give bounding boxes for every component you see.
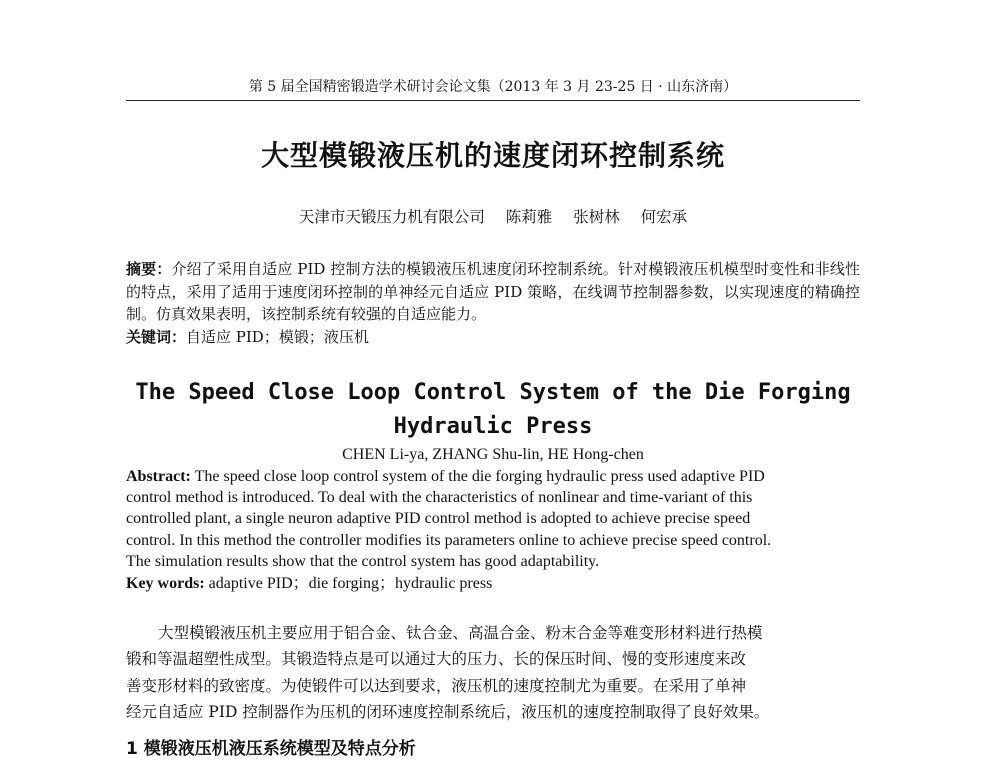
english-keywords-label: Key words: <box>126 575 205 592</box>
english-authors: CHEN Li-ya, ZHANG Shu-lin, HE Hong-chen <box>342 446 644 463</box>
body-line: 善变形材料的致密度。为使锻件可以达到要求，液压机的速度控制尤为重要。在采用了单神 <box>126 676 747 695</box>
chinese-keywords-label: 关键词： <box>126 328 187 346</box>
chinese-keywords <box>126 326 860 348</box>
body-line: 锻和等温超塑性成型。其锻造特点是可以通过大的压力、长的保压时间、慢的变形速度来改 <box>126 650 747 669</box>
chinese-abstract-text: 介绍了采用自适应 PID 控制方法的模锻液压机速度闭环控制系统。针对模锻液压机模型时变性和非线性的特点，采用了适用于速度闭环控制的单神经元自适应 PID 策略，在线调节控制器参数，以实现速度的精确控制。仿真效果表明，该控制系统有较强的自适应能力。 <box>126 260 860 323</box>
english-abstract-line <box>126 466 860 487</box>
english-keywords-text: adaptive PID；die forging；hydraulic press <box>204 575 493 592</box>
english-abstract <box>126 466 860 572</box>
proceedings-header: 第 5 届全国精密锻造学术研讨会论文集（2013 年 3 月 23-25 日 · 山东济南） <box>248 79 738 95</box>
body-line: 大型模锻液压机主要应用于铝合金、钛合金、高温合金、粉末合金等难变形材料进行热模 <box>158 624 763 642</box>
body-line: 经元自适应 PID 控制器作为压机的闭环速度控制系统后，液压机的速度控制取得了良好效果。 <box>126 703 770 722</box>
section-heading: 1 模锻液压机液压系统模型及特点分析 <box>126 739 416 759</box>
body-paragraph <box>126 620 860 726</box>
english-abstract-line: The simulation results show that the control system has good adaptability. <box>126 552 600 570</box>
english-title <box>126 376 860 444</box>
author-name: 何宏承 <box>640 208 688 226</box>
affiliation: 天津市天锻压力机有限公司 <box>298 208 485 226</box>
english-keywords <box>126 573 860 594</box>
chinese-title: 大型模锻液压机的速度闭环控制系统 <box>260 139 725 172</box>
chinese-keywords-text: 自适应 PID；模锻；液压机 <box>186 328 369 346</box>
english-abstract-line: controlled plant, a single neuron adaptive PID control method is adopted to achieve precise speed <box>126 510 751 528</box>
english-title-line: The Speed Close Loop Control System of the Die Forging <box>135 380 851 405</box>
english-title-line: Hydraulic Press <box>393 414 593 439</box>
header-rule <box>126 100 860 101</box>
author-name: 陈莉雅 <box>505 208 553 226</box>
chinese-abstract-label: 摘要： <box>126 260 172 278</box>
english-abstract-text: The speed close loop control system of the die forging hydraulic press used adaptive PID <box>190 468 765 485</box>
chinese-abstract <box>126 258 860 326</box>
english-abstract-line: control. In this method the controller modifies its parameters online to achieve precise speed control. <box>126 531 772 549</box>
chinese-authors <box>126 207 860 227</box>
english-abstract-line: control method is introduced. To deal with the characteristics of nonlinear and time-variant of this <box>126 489 753 507</box>
english-abstract-label: Abstract: <box>126 468 191 485</box>
author-name: 张树林 <box>573 208 620 226</box>
